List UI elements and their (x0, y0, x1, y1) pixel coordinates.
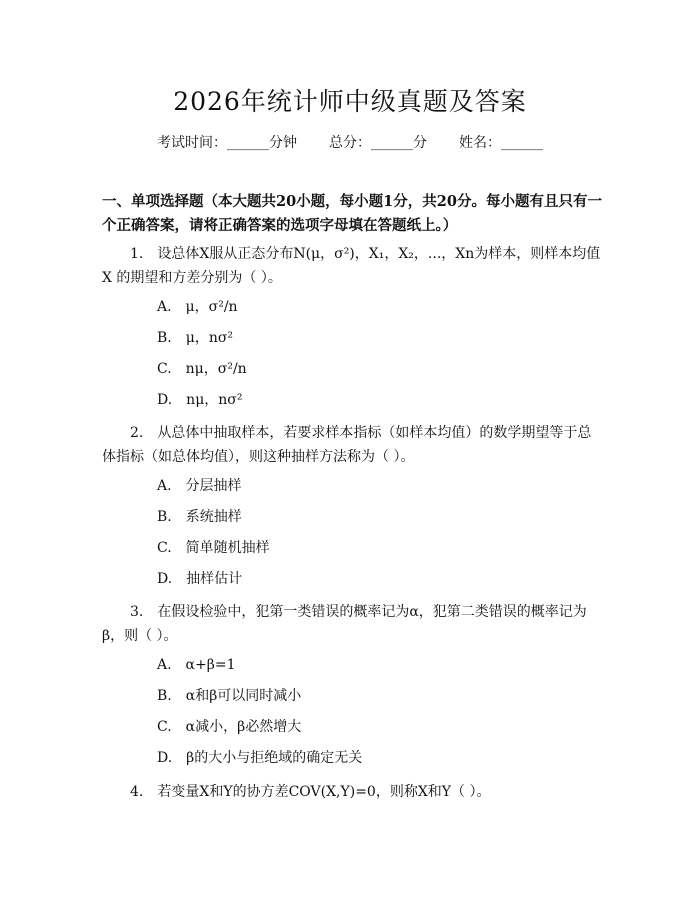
question-2: 2. 从总体中抽取样本，若要求样本指标（如样本均值）的数学期望等于总体指标（如总体均值），则这种抽样方法称为（ ）。 (102, 425, 592, 465)
exam-time-field: 考试时间：______分钟 (157, 135, 297, 151)
name-field: 姓名：______ (459, 135, 543, 151)
question-2-option-a: A. 分层抽样 (157, 478, 242, 494)
question-4: 4. 若变量X和Y的协方差COV(X,Y)=0，则称X和Y（ ）。 (130, 784, 491, 800)
question-3-option-c: C. α减小，β必然增大 (157, 719, 302, 735)
section-heading: 一、单项选择题（本大题共20小题，每小题1分，共20分。每小题有且只有一个正确答案，请将正确答案的选项字母填在答题纸上。） (102, 193, 602, 234)
question-2-option-c: C. 简单随机抽样 (157, 540, 270, 556)
exam-meta (0, 132, 700, 152)
question-1-option-d: D. nμ，nσ² (157, 392, 243, 408)
question-1: 1. 设总体X服从正态分布N(μ，σ²)，X₁，X₂，...，Xn为样本，则样本均值X 的期望和方差分别为（ ）。 (102, 246, 601, 286)
total-score-field: 总分：______分 (329, 135, 427, 151)
question-1-option-a: A. μ，σ²/n (157, 299, 238, 315)
question-3-option-d: D. β的大小与拒绝域的确定无关 (157, 750, 363, 766)
question-1-option-b: B. μ，nσ² (157, 330, 234, 346)
question-2-option-b: B. 系统抽样 (157, 509, 242, 525)
question-1-option-c: C. nμ，σ²/n (157, 361, 247, 377)
question-3-option-a: A. α+β=1 (157, 657, 236, 673)
question-2-option-d: D. 抽样估计 (157, 571, 243, 587)
question-3: 3. 在假设检验中，犯第一类错误的概率记为α，犯第二类错误的概率记为β，则（ ）。 (102, 604, 587, 644)
document-title: 2026年统计师中级真题及答案 (173, 87, 527, 116)
question-3-option-b: B. α和β可以同时减小 (157, 688, 302, 704)
